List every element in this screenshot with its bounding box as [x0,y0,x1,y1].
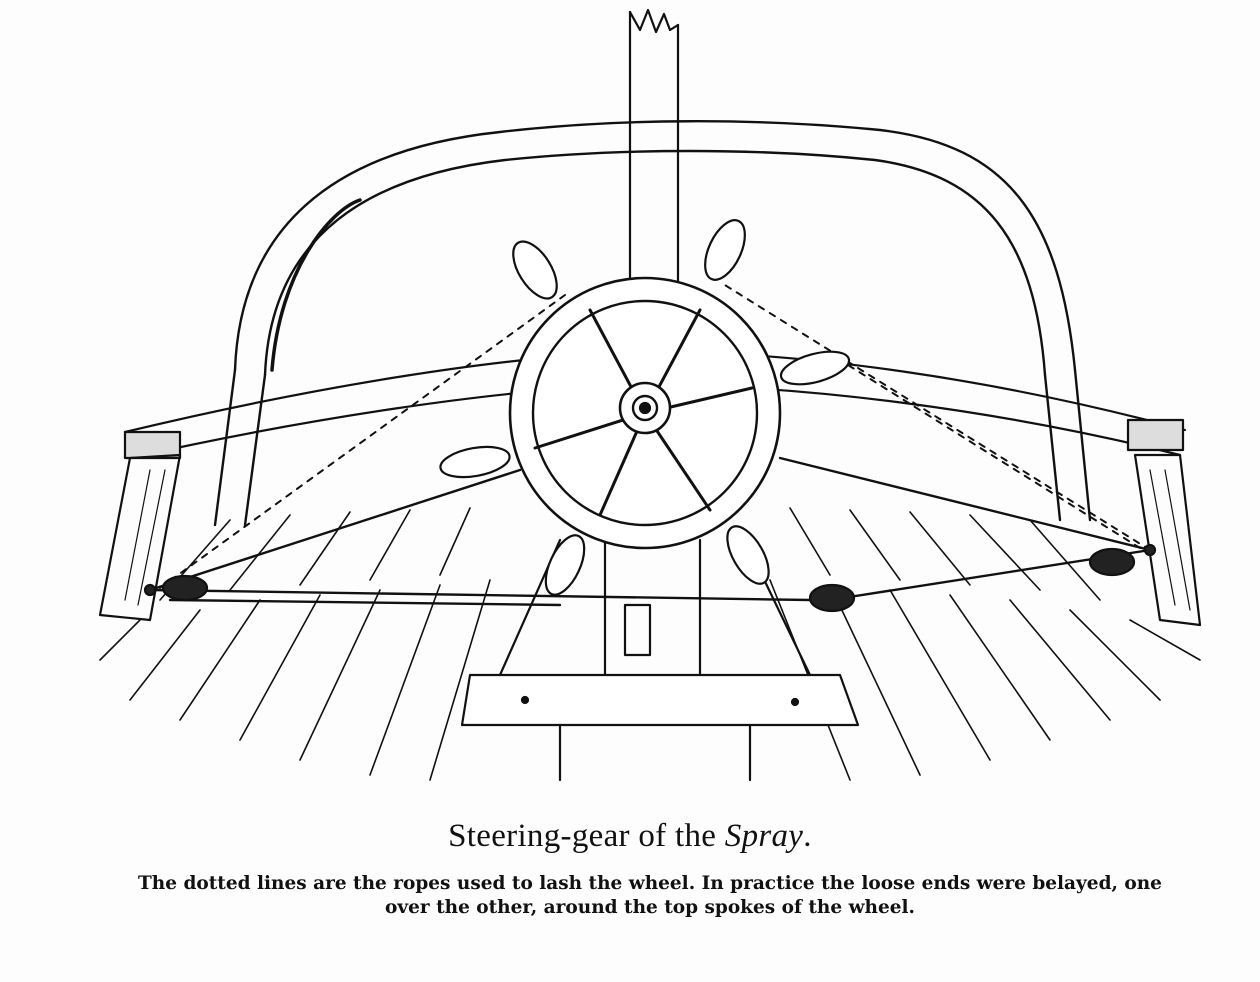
steering-wheel [510,278,780,548]
figure-note-line-2: over the other, around the top spokes of the wheel. [385,897,915,918]
figure-title-boat-name: Spray [724,818,804,854]
figure-title-prefix: Steering-gear of the [448,818,725,854]
figure-note [60,872,1240,920]
wheel-pedestal [462,540,858,780]
figure-title [0,818,1260,855]
figure-note-line-1: The dotted lines are the ropes used to lash the wheel. In practice the loose ends were belayed, one [138,873,1162,894]
figure-title-suffix: . [803,818,812,854]
